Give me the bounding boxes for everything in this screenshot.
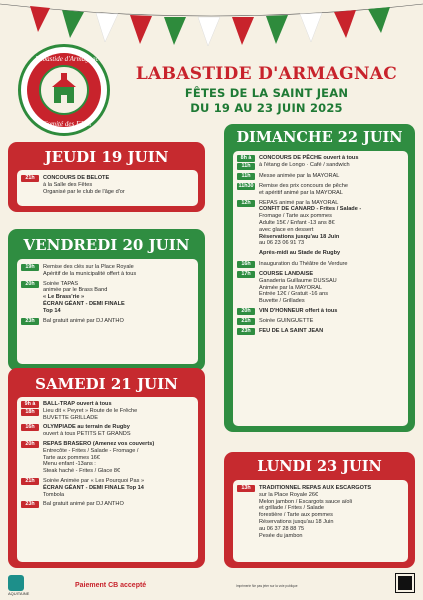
payment-note: Paiement CB accepté xyxy=(75,582,147,589)
list-item: 11h30 Remise des prix concours de pêche et apéritif animé par la MAYORAL xyxy=(238,183,348,196)
event-dates: DU 19 AU 23 JUIN 2025 xyxy=(190,101,343,115)
logo-top-text: Labastide d'Armagnac xyxy=(35,55,99,63)
list-item: 23h Bal gratuit animé par DJ ANTHO xyxy=(21,501,194,508)
list-item: 21h Soirée Animée par « Les Pourquoi Pas » ÉCRAN GÉANT - DEMI FINALE Top 14 Tombola xyxy=(21,478,194,498)
sponsor-label: AQUITAINE xyxy=(8,591,30,596)
list-item: 12h REPAS animé par la MAYORAL CONFIT DE CANARD - Frites / Salade - Fromage / Tarte aux pommes Adulte 15€ / Enfant -13 ans 8€ avec glace en dessert Réservations jusqu'au 18 Juin au 06 23 06 91 73 xyxy=(237,200,404,248)
list-item: 13h TRADITIONNEL REPAS AUX ESCARGOTS sur la Place Royale 26€ Melon jambon / Escargots sauce aïoli et grillade / Frites / Salade forestière / Tarte aux pommes Réservations jusqu'au 18 Juin au 06 37 28 88 75 Pesée du jambon xyxy=(237,485,404,539)
list-item: 16h OLYMPIADE au terrain de Rugby ouvert à tous PETITS ET GRANDS xyxy=(21,424,194,438)
list-item: 20h VIN D'HONNEUR offert à tous xyxy=(237,308,404,315)
town-title: LABASTIDE D'ARMAGNAC xyxy=(135,64,398,84)
panel-title: SAMEDI 21 JUIN xyxy=(35,375,178,393)
panel-vendredi xyxy=(8,229,205,371)
church-icon xyxy=(41,67,87,113)
printer-credit: Imprimerie Ne pas jeter sur la voie publique xyxy=(236,584,298,588)
comite-des-fetes-logo xyxy=(18,44,110,136)
bunting-decoration xyxy=(0,0,423,48)
list-item: 21h CONCOURS DE BELOTE à la Salle des Fêtes Organisé par le club de l'âge d'or xyxy=(21,175,194,195)
list-item: 19h Remise des clés sur la Place Royale Apéritif de la municipalité offert à tous xyxy=(21,264,194,278)
list-item: 20h Soirée TAPAS animée par le Brass Band « Le Brass'rie » ÉCRAN GÉANT - DEMI FINALE Top 14 xyxy=(21,281,194,315)
list-item: 23h FEU DE LA SAINT JEAN xyxy=(237,328,404,335)
panel-dimanche xyxy=(224,124,415,432)
panel-title: DIMANCHE 22 JUIN xyxy=(236,129,403,146)
panel-samedi xyxy=(8,368,205,568)
list-item: 9h à 18h BALL-TRAP ouvert à tous Lieu dit « Peyret » Route de le Frêche BUVETTE GRILLADE xyxy=(21,401,194,421)
event-title: FÊTES DE LA SAINT JEAN xyxy=(184,86,349,100)
section-heading: Après-midi au Stade de Rugby xyxy=(259,250,341,257)
list-item: 11h Messe animée par la MAYORAL xyxy=(237,173,404,180)
panel-title: VENDREDI 20 JUIN xyxy=(23,236,190,254)
panel-title: LUNDI 23 JUIN xyxy=(257,458,382,475)
list-item: 17h COURSE LANDAISE Ganaderia Guillaume DUSSAU Animée par la MAYORAL Entrée 12€ / Gratuit -16 ans Buvette / Grillades xyxy=(237,271,404,305)
list-item: 21h Soirée GUINGUETTE xyxy=(237,318,404,325)
qr-code xyxy=(396,574,414,592)
list-item: 23h Bal gratuit animé par DJ ANTHO xyxy=(21,318,194,325)
list-item: 16h Inauguration du Théâtre de Verdure xyxy=(237,261,404,268)
panel-jeudi xyxy=(8,142,205,212)
logo-bottom-text: Comité des Fêtes xyxy=(42,120,92,128)
panel-lundi xyxy=(224,452,415,568)
list-item: 20h REPAS BRASERO (Amenez vos couverts) Entrecôte - Frites / Salade - Fromage / Tarte aux pommes 16€ Menu enfant -13ans : Steak haché - Frites / Glace 8€ xyxy=(21,441,194,475)
credit-agricole-logo xyxy=(8,575,24,591)
list-item: 8h à 11h CONCOURS DE PÊCHE ouvert à tous à l'étang de Longo · Café / sandwich xyxy=(237,155,404,170)
panel-title: JEUDI 19 JUIN xyxy=(44,148,169,166)
